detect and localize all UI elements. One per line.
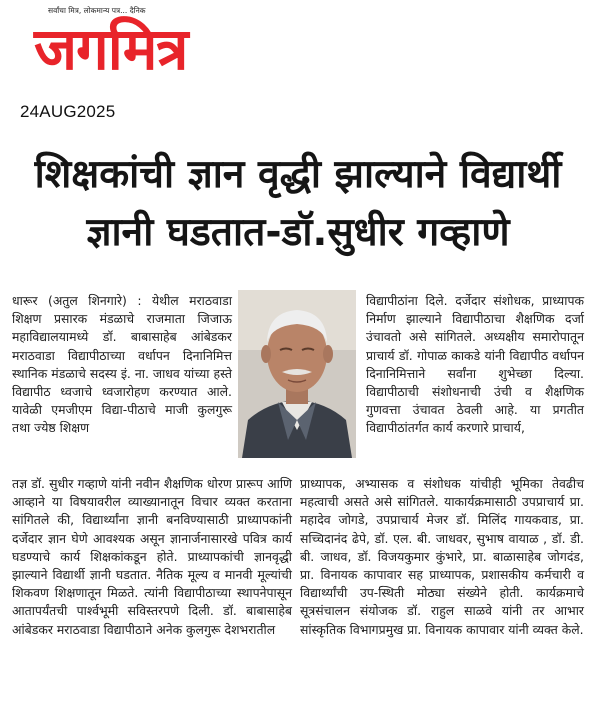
headline-line-1: शिक्षकांची ज्ञान वृद्धी झाल्याने विद्यार्थी	[34, 152, 562, 197]
newspaper-logo: जगमित्र	[34, 15, 188, 83]
article-column-left-top	[12, 292, 232, 438]
article-column-right-bottom	[300, 475, 584, 639]
article-column-right-top	[366, 292, 584, 438]
article-paragraph: विद्यापीठांना दिले. दर्जेदार संशोधक, प्राध्यापक निर्माण झाल्याने विद्यापीठाचा शैक्षणिक दर्जा उंचावतो असे सांगितले. अध्यक्षीय समारोपातून प्राचार्य डॉ. गोपाळ काकडे यांनी विद्यापीठ वर्धापन दिनानिमित्ताने सर्वांना शुभेच्छा दिल्या. विद्यापीठाची संशोधनाची उंची व शैक्षणिक गुणवत्ता उंचावत ठेवली आहे. या प्रगतीत विद्यापीठांतर्गत कार्य करणारे प्राचार्य,	[366, 293, 584, 436]
headline-line-2: ज्ञानी घडतात-डॉ.सुधीर गव्हाणे	[86, 210, 510, 255]
article-column-left-bottom	[12, 475, 292, 639]
article-paragraph: धारूर (अतुल शिनगारे) : येथील मराठवाडा शिक्षण प्रसारक मंडळाचे राजमाता जिजाऊ महाविद्यालयामध्ये डॉ. बाबासाहेब आंबेडकर मराठवाडा विद्यापीठाच्या वर्धापन दिनानिमित्त स्थानिक मंडळाचे सदस्य इं. ना. जाधव यांच्या हस्ते विद्यापीठ ध्वजाचे ध्वजारोहण करण्यात आले. यावेळी एमजीएम विद्या-पीठाचे माजी कुलगुरू तथा ज्येष्ठ शिक्षण	[12, 293, 232, 436]
publication-date: 24AUG2025	[20, 102, 116, 121]
article-paragraph: प्राध्यापक, अभ्यासक व संशोधक यांचीही भूमिका तेवढीच महत्वाची असते असे सांगितले. याकार्यक्रमासाठी उपप्राचार्य प्रा. महादेव जोगडे, उपप्राचार्य मेजर डॉ. मिलिंद गायकवाड, प्रा. सच्चिदानंद ढेपे, डॉ. एल. बी. जाधवर, सुभाष वायाळ , डॉ. डी. बी. जाधव, डॉ. विजयकुमार कुंभारे, प्रा. बाळासाहेब जोगदंड, प्रा. विनायक कापावार सह प्राध्यापक, प्रशासकीय कर्मचारी व विद्यार्थ्यांची उप-स्थिती मोठ्या संख्येने होती. कार्यक्रमाचे सूत्रसंचालन संयोजक डॉ. राहुल साळवे यांनी तर आभार सांस्कृतिक विभागप्रमुख प्रा. विनायक कापावार यांनी व्यक्त केले.	[300, 476, 584, 637]
masthead-tagline: सर्वांचा मित्र, लोकमान्य पत्र... दैनिक	[48, 6, 146, 15]
speaker-photo	[238, 290, 356, 458]
article-paragraph: तज्ञ डॉ. सुधीर गव्हाणे यांनी नवीन शैक्षणिक धोरण प्रारूप आणि आव्हाने या विषयावरील व्याख्यानातून विचार व्यक्त करताना सांगितले की, विद्यार्थ्यांना ज्ञानी बनविण्यासाठी प्राध्यापकांनी दर्जेदार ज्ञान घेणे आवश्यक असून ज्ञानार्जनासारखे पवित्र कार्य घडण्याचे कार्य शिक्षकांकडून होते. प्राध्यापकांची ज्ञानवृद्धी झाल्याने विद्यार्थी ज्ञानी घडतात. नैतिक मूल्य व मानवी मूल्यांची शिकवण शिक्षणातून मिळते. त्यांनी विद्यापीठाच्या स्थापनेपासून आतापर्यंतची पार्श्वभूमी सविस्तरपणे दिली. डॉ. बाबासाहेब आंबेडकर मराठवाडा विद्यापीठाने अनेक कुलगुरू देशभरातील	[12, 476, 292, 637]
